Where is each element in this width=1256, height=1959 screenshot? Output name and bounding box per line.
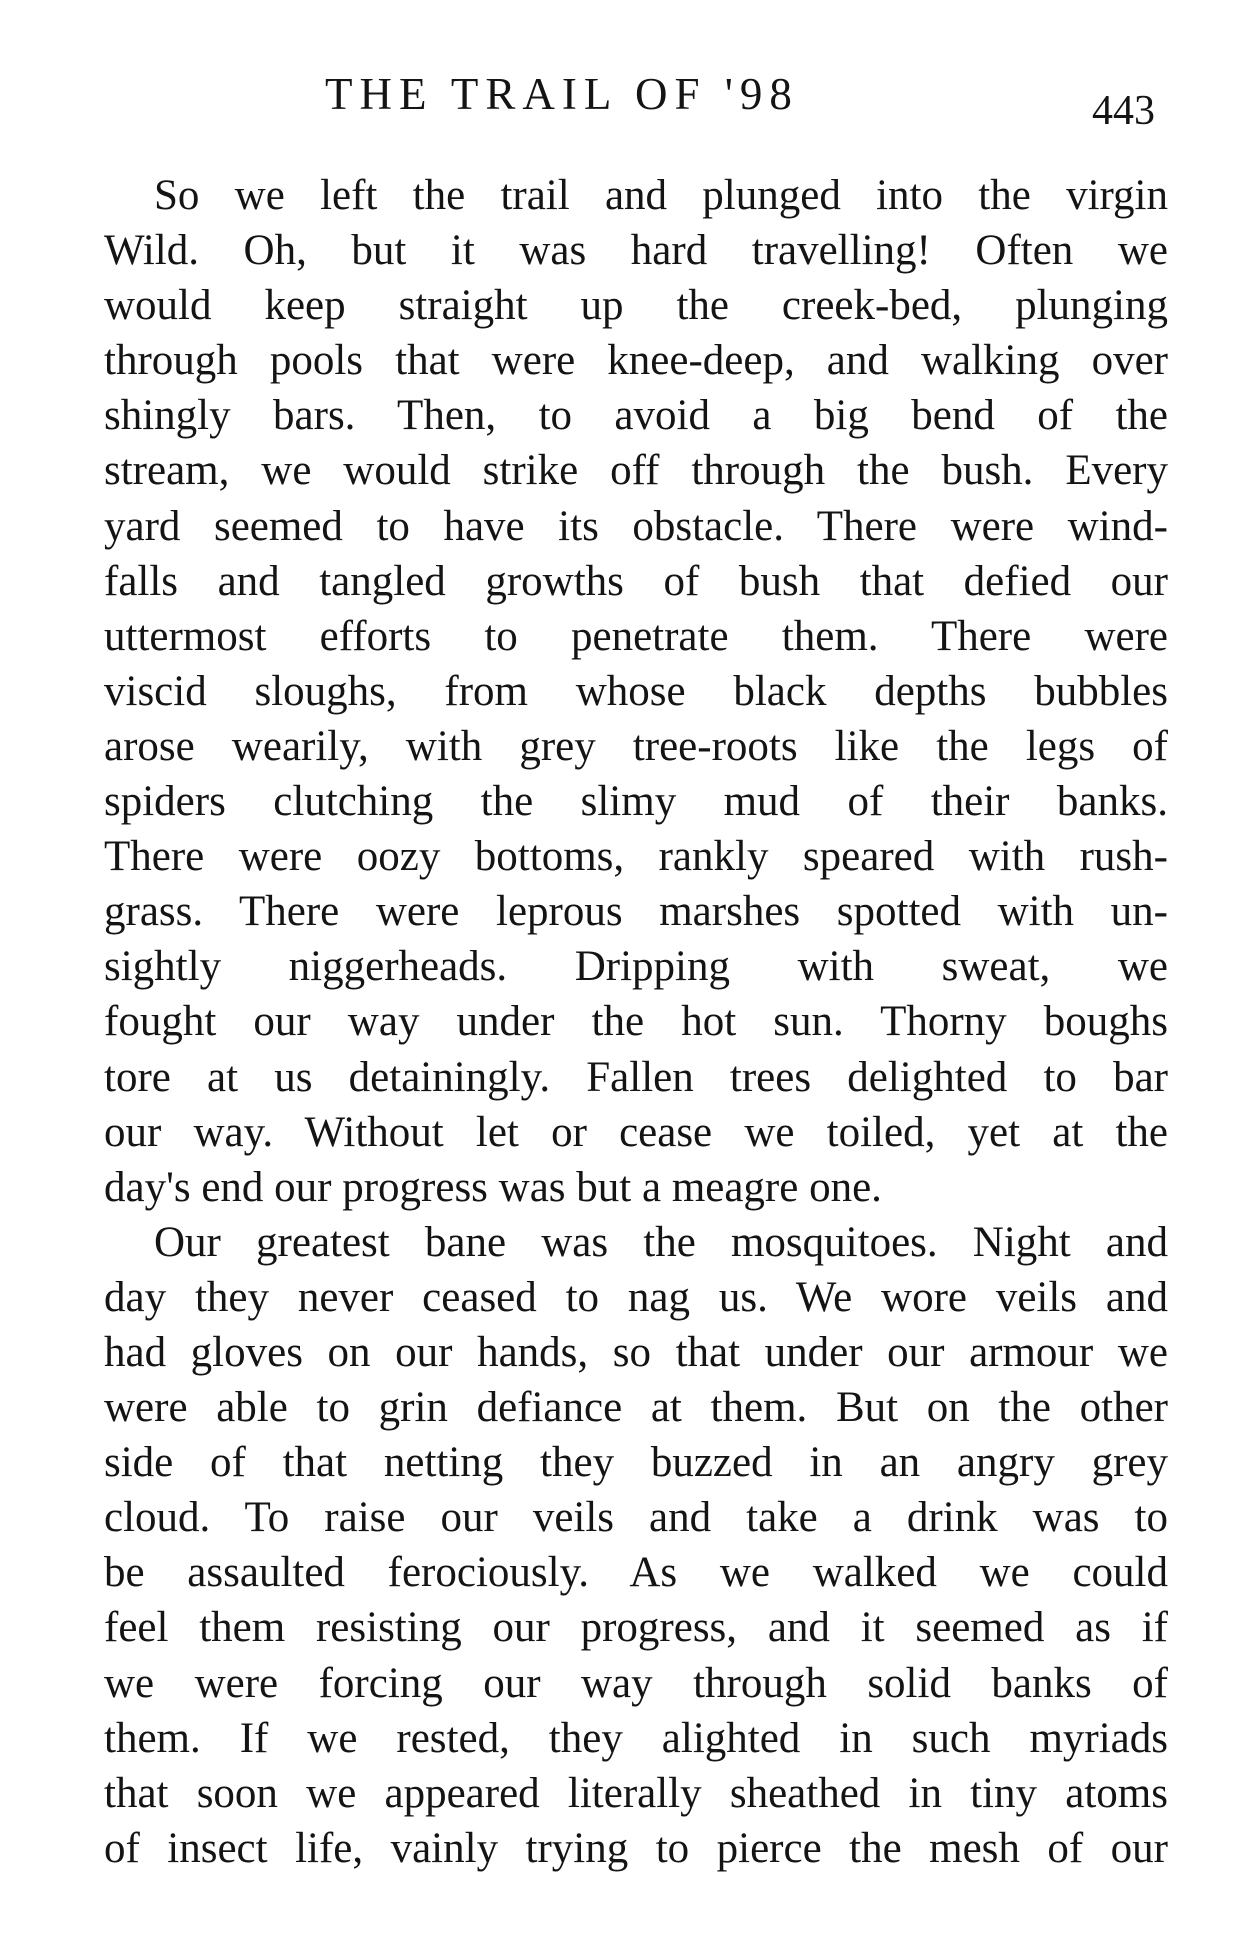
text-line: viscid sloughs, from whose black depths bubbles	[104, 667, 1168, 715]
text-line: of insect life, vainly trying to pierce the mesh of our	[104, 1824, 1168, 1872]
text-line: feel them resisting our progress, and it seemed as if	[104, 1604, 1168, 1652]
text-line: were able to grin defiance at them. But on the other	[104, 1384, 1168, 1432]
paragraph-1	[104, 168, 1168, 1215]
text-line: that soon we appeared literally sheathed in tiny atoms	[104, 1769, 1168, 1817]
text-line: through pools that were knee-deep, and walking over	[104, 337, 1168, 385]
text-line: falls and tangled growths of bush that defied our	[104, 557, 1168, 605]
text-line: Our greatest bane was the mosquitoes. Night and	[154, 1218, 1168, 1266]
text-line: stream, we would strike off through the bush. Every	[104, 447, 1168, 495]
text-line: side of that netting they buzzed in an angry grey	[104, 1439, 1168, 1487]
paragraph-2	[104, 1215, 1168, 1876]
text-line: spiders clutching the slimy mud of their banks.	[104, 778, 1168, 826]
text-line: would keep straight up the creek-bed, plunging	[104, 282, 1168, 330]
text-line: grass. There were leprous marshes spotted with un-	[104, 888, 1168, 936]
page-number: 443	[1092, 88, 1155, 134]
text-line: cloud. To raise our veils and take a drink was to	[104, 1494, 1168, 1542]
text-line: yard seemed to have its obstacle. There were wind-	[104, 502, 1168, 550]
text-line: tore at us detainingly. Fallen trees delighted to bar	[104, 1053, 1168, 1101]
running-title: THE TRAIL OF '98	[325, 69, 799, 119]
body-text	[104, 168, 1168, 1876]
text-line: day they never ceased to nag us. We wore veils and	[104, 1273, 1168, 1321]
text-line: Wild. Oh, but it was hard travelling! Often we	[104, 227, 1168, 275]
text-line: So we left the trail and plunged into the virgin	[154, 172, 1168, 219]
text-line: fought our way under the hot sun. Thorny boughs	[104, 998, 1168, 1046]
text-line: we were forcing our way through solid banks of	[104, 1659, 1168, 1707]
text-line: had gloves on our hands, so that under our armour we	[104, 1328, 1168, 1376]
text-line: There were oozy bottoms, rankly speared with rush-	[104, 833, 1168, 881]
text-line: arose wearily, with grey tree-roots like the legs of	[104, 722, 1168, 770]
text-line: them. If we rested, they alighted in such myriads	[104, 1714, 1168, 1762]
text-line: our way. Without let or cease we toiled, yet at the	[104, 1108, 1168, 1156]
text-line: sightly niggerheads. Dripping with sweat, we	[104, 943, 1168, 991]
text-line: day's end our progress was but a meagre one.	[104, 1163, 882, 1211]
text-line: shingly bars. Then, to avoid a big bend of the	[104, 392, 1168, 440]
text-line: uttermost efforts to penetrate them. There were	[104, 612, 1168, 660]
text-line: be assaulted ferociously. As we walked we could	[104, 1549, 1168, 1597]
